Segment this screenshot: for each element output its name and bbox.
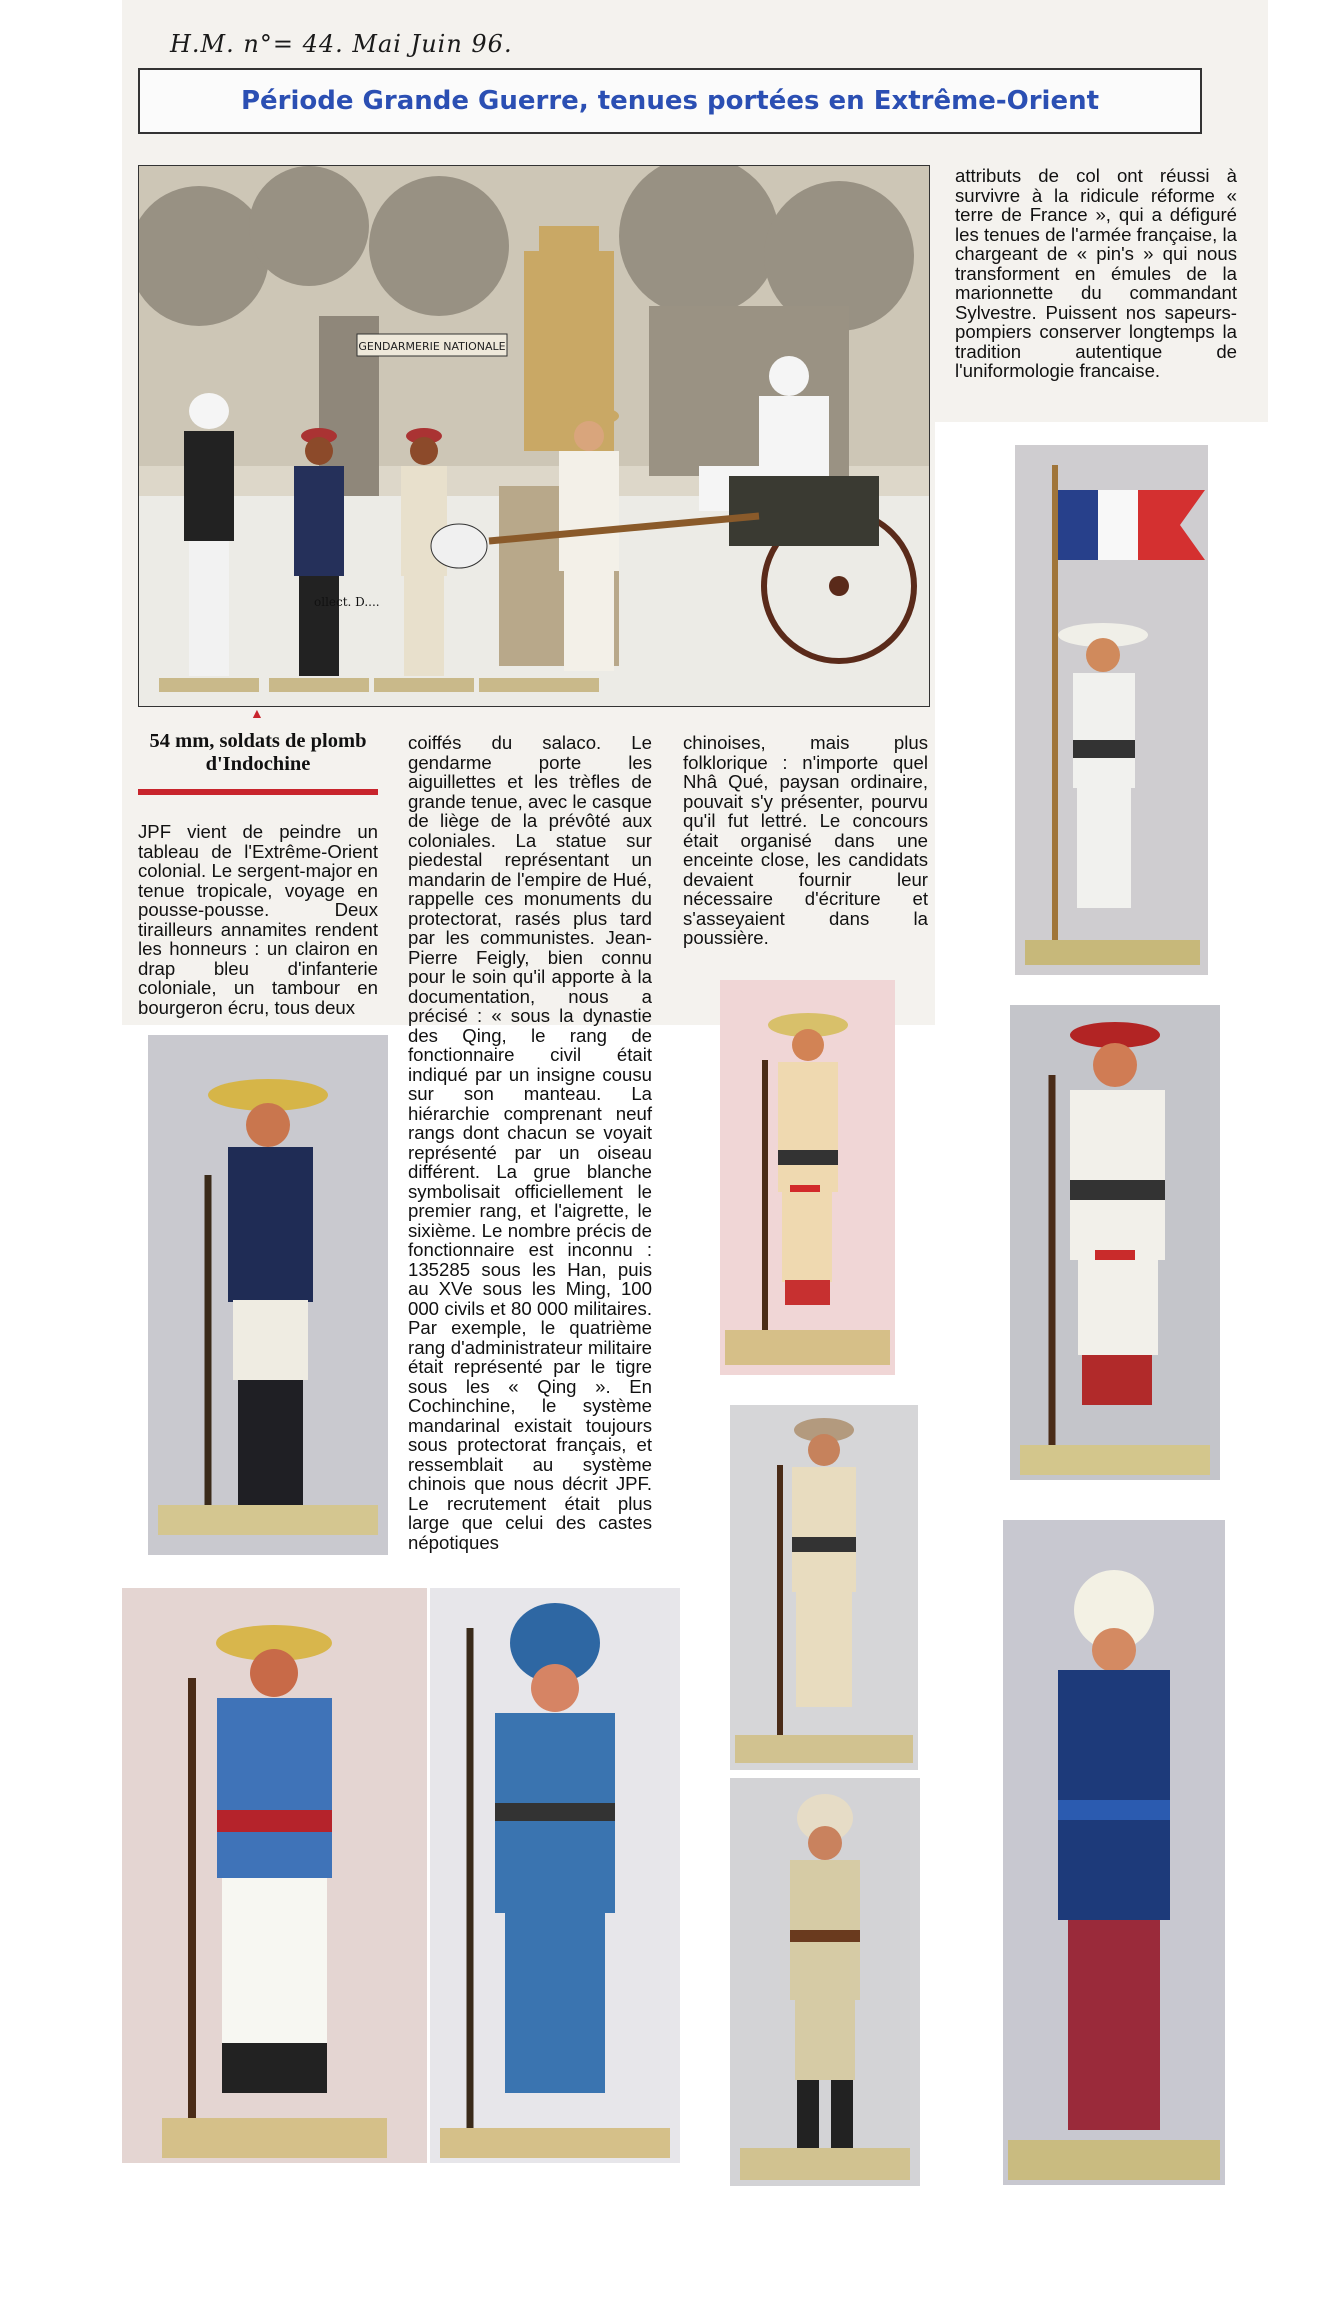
text-column-1 <box>138 822 378 1017</box>
paragraph-right-top: attributs de col ont réussi à survivre à la ridicule réforme « terre de France », qui a défiguré les tenues de l'armée française, la chargeant de « pin's » qui nous transforment en émules de la marionnette du commandant Sylvestre. Puissent nos sapeurs-pompiers conserver longtemps la tradition autentique de l'uniformologie francaise. <box>955 165 1237 381</box>
main-photo-figurines <box>138 165 930 707</box>
text-column-2 <box>408 733 652 1552</box>
photo-tirailleur-white <box>1010 1005 1220 1480</box>
paragraph-col1: JPF vient de peindre un tableau de l'Extrême-Orient colonial. Le sergent-major en tenue tropicale, voyage en pousse-pousse. Deux tirailleurs annamites rendent les honneurs : un clairon en drap bleu d'infanterie coloniale, un tambour en bourgeron écru, tous deux <box>138 821 378 1018</box>
photo-tirailleur-cream <box>720 980 895 1375</box>
handwritten-note: H.M. n°= 44. Mai Juin 96. <box>170 30 513 58</box>
caption-red-bar <box>138 789 378 795</box>
photo-tirailleur-blue-white <box>122 1588 427 2163</box>
photo-credit: ollect. D.... <box>314 595 380 609</box>
paragraph-col3: chinoises, mais plus folklorique : n'importe quel Nhâ Qué, paysan ordinaire, pouvait s'y présenter, pourvu qu'il fut lettré. Le concours était organisé dans une enceinte close, les candidats devaient fournir leur nécessaire d'écriture et s'asseyaient dans la poussière. <box>683 732 928 948</box>
photo-tirailleur-khaki <box>730 1405 918 1770</box>
photo-blue-helmet-soldier <box>430 1588 680 2163</box>
text-column-right-top <box>955 166 1237 381</box>
photo-flag-bearer <box>1015 445 1208 975</box>
text-column-3 <box>683 733 928 948</box>
photo-khaki-officer <box>730 1778 920 2186</box>
figure-gendarme <box>184 393 234 676</box>
photo-sergeant-salaco <box>148 1035 388 1555</box>
article-title-box <box>138 68 1202 134</box>
main-photo-illustration <box>139 166 929 706</box>
photo-caption: 54 mm, soldats de plomb d'Indochine <box>149 730 367 775</box>
article-title: Période Grande Guerre, tenues portées en Extrême-Orient <box>240 86 1100 116</box>
photo-colonial-infantry <box>1003 1520 1225 2185</box>
photo-sign-text: GENDARMERIE NATIONALE <box>358 340 506 353</box>
paragraph-col2: coiffés du salaco. Le gendarme porte les aiguillettes et les trèfles de grande tenue, avec le casque de liège de la prévôté aux coloniales. La statue sur piedestal représentant un mandarin de l'empire de Hué, rappelle ces monuments du protectorat, rasés plus tard par les communistes. Jean-Pierre Feigly, bien connu pour le soin qu'il apporte à la documentation, nous a précisé : « sous la dynastie des Qing, le rang de fonctionnaire civil était indiqué par un insigne cousu sur son manteau. La hiérarchie comprenant neuf rangs dont chacun se voyait représenté par un oiseau différent. La grue blanche symbolisait officiellement le premier rang, et l'aigrette, le sixième. Le nombre précis de fonctionnaire est inconnu : 135285 sous les Han, puis au XVe sous les Ming, 100 000 civils et 80 000 militaires. Par exemple, le quatrième rang d'administrateur militaire était représenté par le tigre sous les « Qing ». En Cochinchine, le système mandarinal existait toujours sous protectorat français, et ressemblait au système chinois que nous décrit JPF. Le recrutement était plus large que celui des castes népotiques <box>408 732 652 1553</box>
caption-marker: ▲ <box>250 705 264 721</box>
